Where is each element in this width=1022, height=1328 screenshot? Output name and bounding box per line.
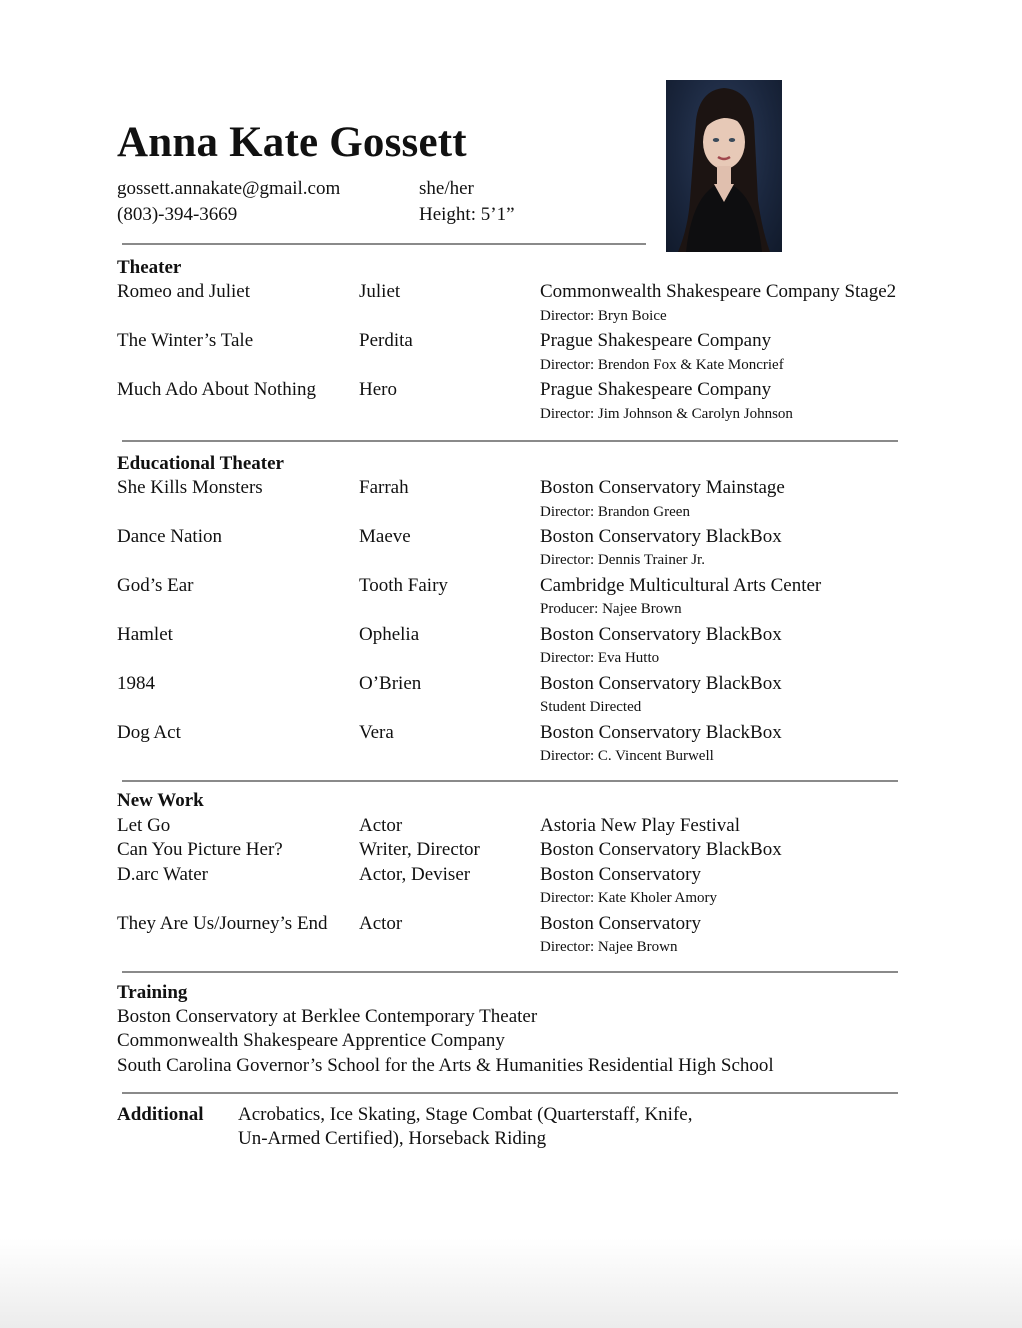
- company: Boston Conservatory BlackBox: [540, 624, 782, 645]
- role: Hero: [359, 379, 397, 400]
- director-credit: Director: Dennis Trainer Jr.: [540, 552, 705, 568]
- show-title: 1984: [117, 673, 155, 694]
- company: Astoria New Play Festival: [540, 815, 741, 836]
- director-credit: Director: C. Vincent Burwell: [540, 748, 714, 764]
- credit-row: [0, 839, 1022, 863]
- role: Tooth Fairy: [359, 575, 448, 596]
- section-divider: [122, 1092, 898, 1094]
- director-credit: Director: Brendon Fox & Kate Moncrief: [540, 357, 784, 373]
- company: Boston Conservatory Mainstage: [540, 477, 785, 498]
- credit-row: [0, 477, 1022, 501]
- section-title-new-work: New Work: [117, 790, 204, 811]
- headshot-illustration: [666, 80, 782, 252]
- credit-row: [0, 624, 1022, 648]
- role: Actor: [359, 815, 403, 836]
- show-title: God’s Ear: [117, 575, 194, 596]
- show-title: The Winter’s Tale: [117, 330, 254, 351]
- company: Boston Conservatory: [540, 864, 701, 885]
- credit-row: [0, 526, 1022, 550]
- training-item: Commonwealth Shakespeare Apprentice Company: [117, 1030, 505, 1051]
- role: Writer, Director: [359, 839, 480, 860]
- section-divider: [122, 440, 898, 442]
- show-title: Dance Nation: [117, 526, 222, 547]
- role: Vera: [359, 722, 394, 743]
- show-title: Much Ado About Nothing: [117, 379, 316, 400]
- company: Boston Conservatory BlackBox: [540, 839, 782, 860]
- credit-row: [0, 379, 1022, 403]
- company: Commonwealth Shakespeare Company Stage2: [540, 281, 897, 302]
- show-title: Can You Picture Her?: [117, 839, 283, 860]
- company: Prague Shakespeare Company: [540, 330, 772, 351]
- height: Height: 5’1”: [419, 204, 515, 225]
- pronouns: she/her: [419, 178, 474, 199]
- show-title: She Kills Monsters: [117, 477, 263, 498]
- company: Prague Shakespeare Company: [540, 379, 772, 400]
- credit-row: [0, 815, 1022, 839]
- role: O’Brien: [359, 673, 422, 694]
- company: Boston Conservatory: [540, 913, 701, 934]
- role: Maeve: [359, 526, 411, 547]
- credit-row: [0, 673, 1022, 697]
- company: Boston Conservatory BlackBox: [540, 722, 782, 743]
- role: Actor, Deviser: [359, 864, 471, 885]
- headshot-photo: [666, 80, 782, 252]
- director-credit: Director: Bryn Boice: [540, 308, 667, 324]
- header-divider: [122, 243, 646, 245]
- role: Perdita: [359, 330, 413, 351]
- role: Actor: [359, 913, 403, 934]
- director-credit: Director: Najee Brown: [540, 939, 678, 955]
- director-credit: Director: Brandon Green: [540, 504, 690, 520]
- role: Ophelia: [359, 624, 420, 645]
- show-title: Romeo and Juliet: [117, 281, 250, 302]
- director-credit: Director: Eva Hutto: [540, 650, 660, 666]
- phone-number: (803)-394-3669: [117, 204, 238, 225]
- director-credit: Director: Kate Kholer Amory: [540, 890, 718, 906]
- credit-row: [0, 330, 1022, 354]
- credit-row: [0, 722, 1022, 746]
- training-item: South Carolina Governor’s School for the Arts & Humanities Residential High School: [117, 1055, 774, 1076]
- additional-skills-line: Un-Armed Certified), Horseback Riding: [238, 1128, 547, 1149]
- section-divider: [122, 780, 898, 782]
- credit-row: [0, 913, 1022, 937]
- credit-row: [0, 575, 1022, 599]
- section-divider: [122, 971, 898, 973]
- section-title-additional: Additional: [117, 1104, 204, 1125]
- company: Boston Conservatory BlackBox: [540, 526, 782, 547]
- additional-skills-line: Acrobatics, Ice Skating, Stage Combat (Quarterstaff, Knife,: [238, 1104, 693, 1125]
- company: Cambridge Multicultural Arts Center: [540, 575, 822, 596]
- section-title-educational-theater: Educational Theater: [117, 453, 284, 474]
- director-credit: Student Directed: [540, 699, 642, 715]
- credit-row: [0, 281, 1022, 305]
- role: Juliet: [359, 281, 401, 302]
- show-title: Dog Act: [117, 722, 181, 743]
- show-title: They Are Us/Journey’s End: [117, 913, 328, 934]
- page-bottom-shade: [0, 1238, 1022, 1328]
- role: Farrah: [359, 477, 409, 498]
- credit-row: [0, 864, 1022, 888]
- training-item: Boston Conservatory at Berklee Contemporary Theater: [117, 1006, 538, 1027]
- section-title-theater: Theater: [117, 257, 182, 278]
- company: Boston Conservatory BlackBox: [540, 673, 782, 694]
- actor-name: Anna Kate Gossett: [117, 119, 467, 166]
- section-title-training: Training: [117, 982, 188, 1003]
- email-address: gossett.annakate@gmail.com: [117, 178, 341, 199]
- show-title: Hamlet: [117, 624, 173, 645]
- show-title: Let Go: [117, 815, 171, 836]
- director-credit: Director: Jim Johnson & Carolyn Johnson: [540, 406, 793, 422]
- show-title: D.arc Water: [117, 864, 208, 885]
- producer-credit: Producer: Najee Brown: [540, 601, 682, 617]
